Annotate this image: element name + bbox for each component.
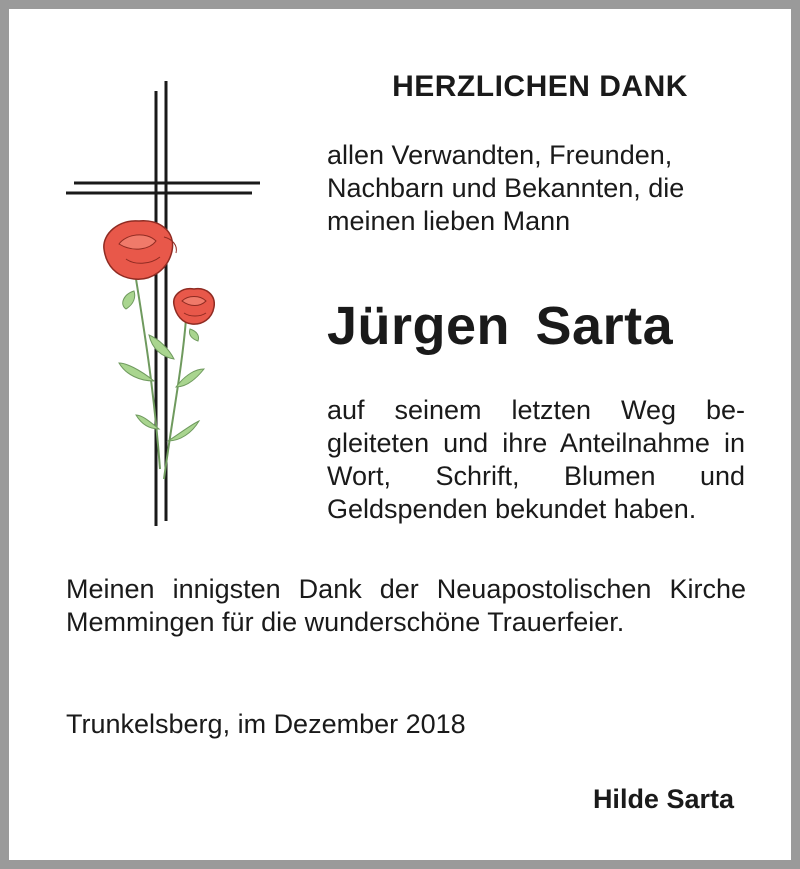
place-date: Trunkelsberg, im Dezember 2018: [66, 709, 466, 739]
cross-with-roses-icon: [64, 69, 274, 539]
intro-text: allen Verwandten, Freunden, Nachbarn und Bekannten, die meinen lieben Mann: [327, 140, 685, 236]
notice-title: HERZLICHEN DANK: [392, 70, 688, 103]
signature: Hilde Sarta: [592, 784, 734, 814]
thanks-text: Meinen innigsten Dank der Neuapostolischen Kirche Memmingen für die wunderschöne Trauerfeier.: [66, 574, 746, 637]
deceased-name: Jürgen Sarta: [327, 296, 674, 356]
obituary-card: [9, 9, 791, 860]
body-text: auf seinem letzten Weg begleiteten und ihre Anteilnahme in Wort, Schrift, Blumen und Geldspenden bekundet haben.: [327, 395, 745, 524]
